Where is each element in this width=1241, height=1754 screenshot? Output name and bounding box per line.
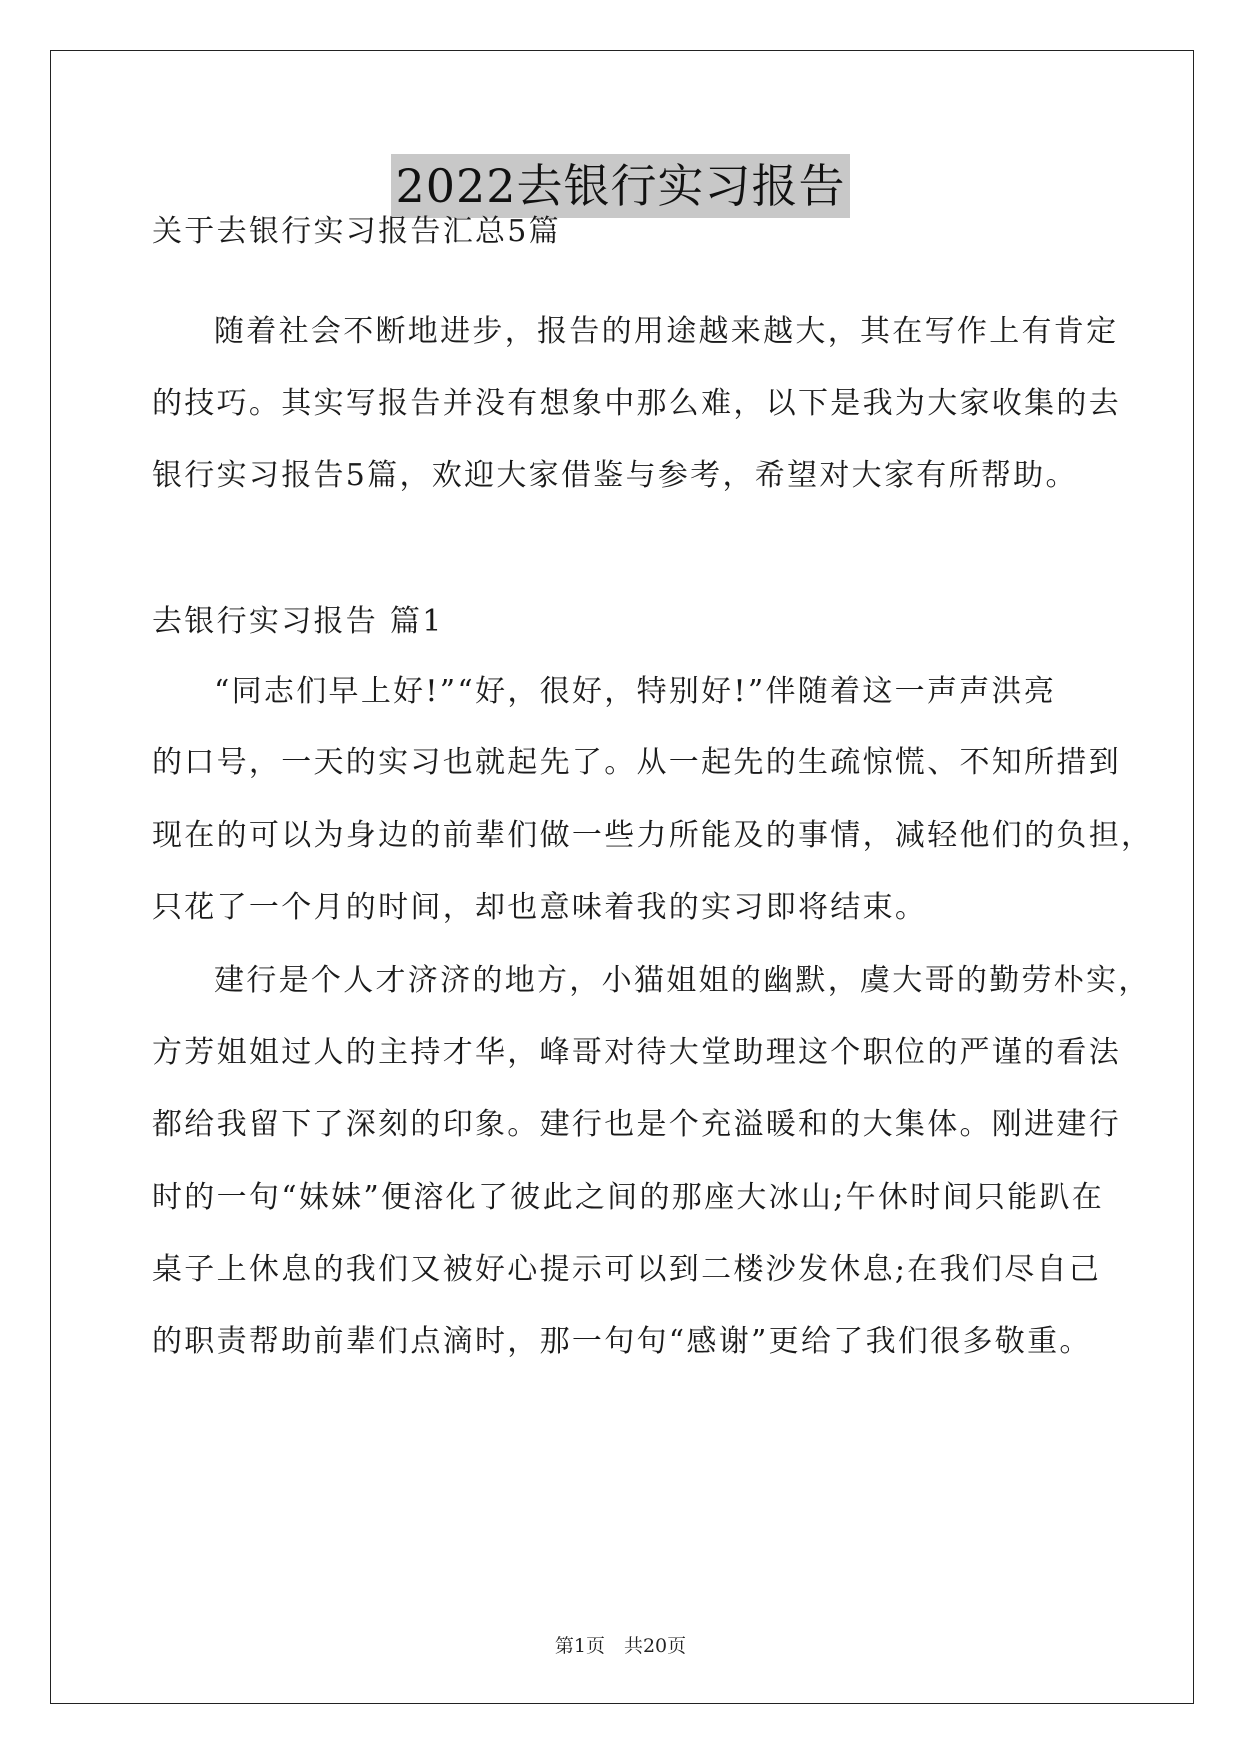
paragraph2-line: 桌子上休息的我们又被好心提示可以到二楼沙发休息;在我们尽自己 (152, 1252, 1102, 1287)
paragraph2-line: 的职责帮助前辈们点滴时，那一句句“感谢”更给了我们很多敬重。 (152, 1324, 1092, 1359)
paragraph2-line: 建行是个人才济济的地方，小猫姐姐的幽默，虞大哥的勤劳朴实， (214, 963, 1151, 998)
intro-line: 随着社会不断地进步，报告的用途越来越大，其在写作上有肯定 (214, 314, 1119, 349)
paragraph2-line: 时的一句“妹妹”便溶化了彼此之间的那座大冰山;午休时间只能趴在 (152, 1180, 1105, 1215)
paragraph2-line: 方芳姐姐过人的主持才华，峰哥对待大堂助理这个职位的严谨的看法 (152, 1035, 1121, 1070)
intro-line: 银行实习报告5篇，欢迎大家借鉴与参考，希望对大家有所帮助。 (152, 458, 1078, 493)
document-title: 2022去银行实习报告 (391, 154, 849, 218)
page-border (50, 50, 1194, 1704)
section-heading: 去银行实习报告 篇1 (152, 604, 444, 639)
paragraph2-line: 都给我留下了深刻的印象。建行也是个充溢暖和的大集体。刚进建行 (152, 1107, 1121, 1142)
document-subtitle: 关于去银行实习报告汇总5篇 (152, 214, 561, 249)
paragraph1-line: 只花了一个月的时间，却也意味着我的实习即将结束。 (152, 890, 928, 925)
paragraph1-line: 的口号，一天的实习也就起先了。从一起先的生疏惊慌、不知所措到 (152, 745, 1121, 780)
title-container (0, 154, 1241, 218)
paragraph1-line: “同志们早上好!”“好，很好，特别好!”伴随着这一声声洪亮 (214, 674, 1057, 709)
intro-line: 的技巧。其实写报告并没有想象中那么难，以下是我为大家收集的去 (152, 386, 1121, 421)
paragraph1-line: 现在的可以为身边的前辈们做一些力所能及的事情，减轻他们的负担， (152, 818, 1154, 853)
page-footer: 第1页 共20页 (554, 1635, 687, 1657)
